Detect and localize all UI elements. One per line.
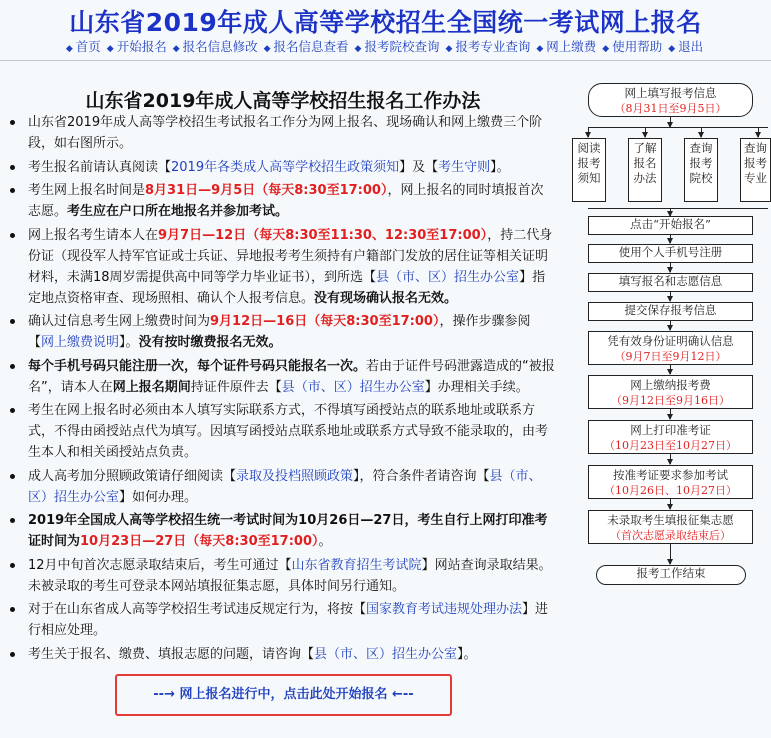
list-item [6,644,556,665]
flow-node-payment [588,375,753,409]
item-text: 对于在山东省成人高等学校招生考试违反规定行为，将按【 [28,602,367,617]
county-office-link[interactable]: 县（市、区）招生办公室 [314,646,458,662]
nav-item-help[interactable] [602,39,664,54]
diamond-icon: ◆ [602,44,610,54]
flow-node-label: 网上缴纳报考费 [630,378,711,392]
bold-text: 没有现场确认报名无效。 [314,290,458,306]
nav-link-schools[interactable]: 报考院校查询 [364,39,440,54]
list-item [6,356,556,398]
nav-link-view[interactable]: 报名信息查看 [273,39,349,54]
flow-connector [670,454,671,464]
exam-institute-link[interactable]: 山东省教育招生考试院 [291,557,422,573]
process-flowchart [566,78,771,598]
time-highlight: （每天8:30至17:00） [255,183,388,198]
flow-node-register-phone: 使用个人手机号注册 [588,244,753,263]
item-text: 】办理相关手续。 [424,379,529,395]
county-office-link[interactable]: 县（市、区）招生办公室 [281,379,425,395]
item-text: 】如何办理。 [119,489,198,505]
item-text: 网上报名考生请本人在 [28,227,159,243]
list-item [6,555,556,597]
item-text: 】指定地点资格审查、现场照相、确认个人报考信息。 [28,269,546,306]
flow-connector [588,127,768,128]
flow-connector [670,208,671,216]
bold-text: 每个手机号码只能注册一次，每个证件号码只能报名一次。 [28,358,367,374]
list-item [6,510,556,552]
flow-node-label: 网上打印准考证 [630,423,711,437]
diamond-icon: ◆ [668,44,676,54]
nav-item-view[interactable] [264,39,351,54]
diamond-icon: ◆ [536,44,544,54]
item-text: 确认过信息考生网上缴费时间为 [28,314,211,329]
flow-node-date: （10月23日至10月27日） [604,439,737,452]
flow-node-query-majors: 查询报考专业 [740,138,771,202]
list-item [6,311,556,353]
diamond-icon: ◆ [172,44,180,54]
item-text: 】进行相应处理。 [28,602,549,638]
item-text: 12月中旬首次志愿录取结束后，考生可通过【 [28,557,292,573]
item-text: 考生网上报名时间是 [28,183,146,198]
list-item [6,225,556,309]
policy-notice-link[interactable]: 2019年各类成人高等学校招生政策须知 [171,159,400,175]
flow-node-print-ticket [588,420,753,454]
item-text: ，网上报名的同时填报首次志愿。 [28,183,544,219]
flow-connector [758,127,759,137]
flow-connector [670,321,671,330]
flow-node-read-notice: 阅读报考须知 [572,138,606,202]
flow-connector [670,409,671,419]
diamond-icon: ◆ [106,44,114,54]
flow-connector [670,292,671,301]
nav-item-schools[interactable] [355,39,442,54]
doc-title: 山东省2019年成人高等学校招生报名工作办法 [85,90,481,112]
diamond-icon: ◆ [354,44,362,54]
time-highlight: （每天8:30至17:00） [307,314,440,329]
nav-item-start[interactable] [107,39,169,54]
flow-connector [670,544,671,564]
bold-text: 考生应在户口所在地报名并参加考试。 [67,204,289,219]
nav-link-home[interactable]: 首页 [75,39,101,54]
nav-item-home[interactable] [66,39,103,54]
bold-text: 网上报名期间 [112,379,191,395]
list-item [6,466,556,508]
flow-node-confirm [588,331,753,365]
time-highlight: （每天8:30至11:30、12:30至17:00） [246,227,488,243]
item-text: 】。 [119,335,139,350]
flow-node-submit: 提交保存报考信息 [588,302,753,321]
item-text: 若由于证件号码泄露造成的“被报名”，请本人在 [28,358,555,395]
flow-node-take-exam [588,465,753,499]
list-item [6,180,556,222]
flow-node-supplementary [588,510,753,544]
flow-node-online-entry [588,83,753,117]
nav-link-help[interactable]: 使用帮助 [612,39,663,54]
item-text: 】。 [490,159,510,175]
item-text: ，操作步骤参阅【 [28,314,531,350]
flow-node-click-start: 点击“开始报名” [588,216,753,235]
date-highlight: 10月23日—27日 [80,534,187,549]
flow-connector [588,208,768,209]
violation-rules-link[interactable]: 国家教育考试违规处理办法 [366,602,523,617]
exam-rules-link[interactable]: 考生守则 [438,159,491,175]
bold-text: 没有按时缴费报名无效。 [138,335,282,350]
diamond-icon: ◆ [65,44,73,54]
county-office-link[interactable]: 县（市、区）招生办公室 [376,269,520,285]
item-text: 】及【 [399,159,439,175]
flow-connector [670,499,671,509]
diamond-icon: ◆ [263,44,271,54]
list-item [6,157,556,178]
flow-connector [670,117,671,127]
date-highlight: 9月12日—16日 [210,314,308,329]
date-highlight: 8月31日—9月5日 [145,183,256,198]
payment-guide-link[interactable]: 网上缴费说明 [41,335,120,350]
flow-node-date: （9月7日至9月12日） [614,350,727,363]
bold-text: 2019年全国成人高等学校招生统一考试时间为10月26日—27日，考生自行上网打印准考证时间为 [28,513,548,549]
county-office-link[interactable]: 县（市、区）招生办公室 [28,468,542,505]
rules-list [6,112,556,667]
flow-connector [701,127,702,137]
item-text: 】，符合条件者请咨询【 [353,468,490,484]
flow-connector [670,365,671,374]
flow-node-label: 凭有效身份证明确认信息 [607,334,734,348]
item-text: 持证件原件去【 [190,379,282,395]
item-text: 考生报名前请认真阅读【 [28,159,172,175]
flow-node-label: 按准考证要求参加考试 [613,468,728,482]
time-highlight: （每天8:30至17:00） [186,534,319,549]
nav-item-modify[interactable] [173,39,260,54]
list-item [6,599,556,641]
top-nav [0,37,771,55]
date-highlight: 9月7日—12日 [158,227,247,243]
flow-connector [588,127,589,137]
flow-node-end: 报考工作结束 [596,565,746,585]
flow-node-query-schools: 查询报考院校 [684,138,718,202]
flow-connector [670,263,671,272]
nav-item-majors[interactable] [445,39,532,54]
start-registration-button[interactable]: --→ 网上报名进行中，点击此处开始报名 ←-- [115,674,452,716]
flow-connector [645,127,646,137]
nav-link-modify[interactable]: 报名信息修改 [182,39,258,54]
list-item [6,112,556,154]
nav-link-payment[interactable]: 网上缴费 [546,39,597,54]
diamond-icon: ◆ [445,44,453,54]
flow-node-label: 网上填写报考信息 [624,86,717,100]
item-text: 】。 [457,646,477,662]
nav-item-logout[interactable] [668,39,705,54]
flow-node-date: （9月12日至9月16日） [611,394,730,407]
flow-node-label: 未录取考生填报征集志愿 [607,513,734,527]
flow-node-fill-info: 填写报名和志愿信息 [588,273,753,292]
flow-node-date: （首次志愿录取结束后） [610,529,731,542]
bonus-policy-link[interactable]: 录取及投档照顾政策 [236,468,354,484]
nav-link-start[interactable]: 开始报名 [116,39,167,54]
item-text: 考生在网上报名时必须由本人填写实际联系方式，不得填写函授站点的联系地址或联系方式，不得由函授站点代为填写。因填写函授站点联系地址或联系方式导致不能录取的，由考生本人和相关函授站点负责。 [28,403,549,460]
flow-node-date: （8月31日至9月5日） [614,102,727,115]
header-divider [0,60,771,61]
item-text: 】网站查询录取结果。未被录取的考生可登录本网站填报征集志愿，具体时间另行通知。 [28,557,552,594]
item-text: 考生关于报名、缴费、填报志愿的问题，请咨询【 [28,646,315,662]
nav-item-payment[interactable] [536,39,598,54]
item-text: 山东省2019年成人高等学校招生考试报名工作分为网上报名、现场确认和网上缴费三个阶段，如右图所示。 [28,115,543,151]
flow-connector [670,235,671,243]
flow-node-learn-method: 了解报名办法 [628,138,662,202]
list-item [6,400,556,463]
item-text: ，持二代身份证（现役军人持军官证或士兵证、异地报考考生须持有户籍部门发放的居住证等相关证明材料，未满18周岁需提供高中同等学力毕业证书），到所选【 [28,227,553,285]
item-text: 成人高考加分照顾政策请仔细阅读【 [28,468,237,484]
nav-link-majors[interactable]: 报考专业查询 [455,39,531,54]
item-text: 。 [318,534,332,549]
site-title: 山东省2019年成人高等学校招生全国统一考试网上报名 [69,8,702,37]
flow-node-date: （10月26日、10月27日） [604,484,737,497]
nav-link-logout[interactable]: 退出 [678,39,704,54]
